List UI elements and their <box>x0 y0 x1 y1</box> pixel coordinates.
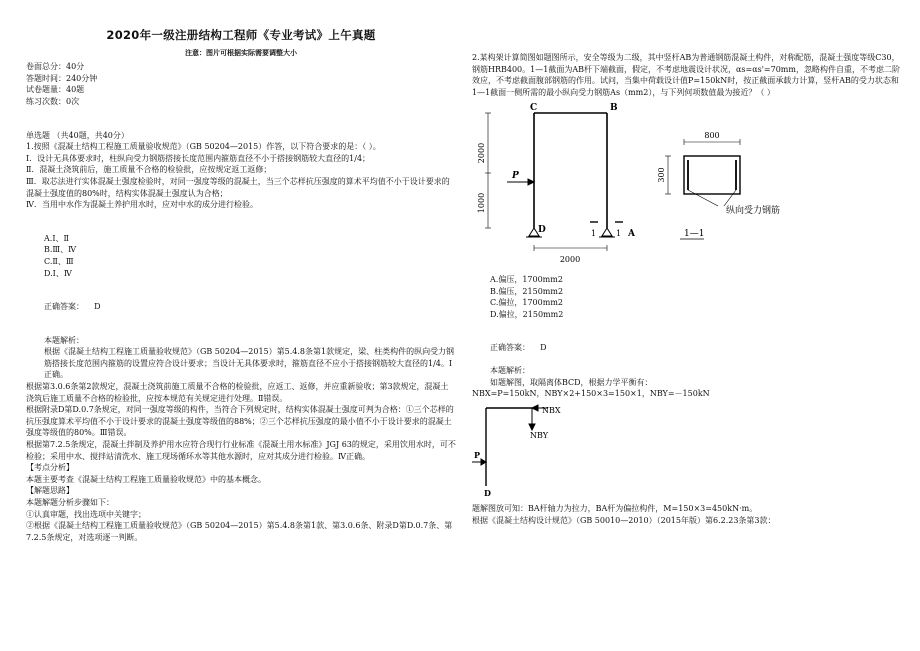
q2-option-a: A.偏压，1700mm2 <box>490 274 563 284</box>
dim-800: 800 <box>704 131 720 141</box>
q1-analysis-2: 根据第3.0.6条第2款规定，混凝土浇筑前施工质量不合格的检验批，应返工、返修，并应重新验收；第3款规定，混凝土浇筑后施工质量不合格的检验批，应按本规范有关规定进行处理。Ⅱ错误。 <box>26 382 449 403</box>
label-nby: NBY <box>530 430 549 440</box>
q1-answer-value: D <box>94 302 101 312</box>
q1-item-1: Ⅰ．设计无具体要求时，柱纵向受力钢筋搭接长度范围内箍筋直径不小于搭接钢筋较大直径的1/4； <box>26 153 371 163</box>
q2-analysis-1: 如题解图，取隔离体BCD，根据力学平衡有： <box>490 377 653 387</box>
q2-analysis-2: 题解图放可知：BA杆轴力为拉力，BA杆为偏拉构件，M=150×3=450kN·m。 <box>472 504 758 514</box>
dim-2000-horizontal: 2000 <box>559 255 581 265</box>
label-b: B <box>610 103 618 114</box>
q2-frame-figure <box>472 98 902 270</box>
label-nbx: NBX <box>542 405 561 415</box>
q2-answer <box>490 342 902 354</box>
label-p: P <box>512 171 519 182</box>
q1-analysis-label: 本题解析： <box>44 335 84 345</box>
q2-stem: 2.某构架计算简图如题图所示，安全等级为二级，其中竖杆AB为普通钢筋混凝土构件，对称配筋，混凝土强度等级C30，钢筋HRB400。1—1截面为AB杆下端截面，假定，不考虑地震设计状况，αs=αs'=70mm，忽略构件自重，不考虑二阶效应，不考虑截面腹部钢筋的作用。试问，当集中荷载设计值P=150kN时，按正截面承载力计算，竖杆AB的受力状态和1—1截面一侧所需的最小纵向受力钢筋As（mm2），与下列何项数值最为接近？（ ） <box>472 53 900 97</box>
label-d: D <box>538 225 546 236</box>
label-sec-left: 1 <box>591 229 597 239</box>
q2-analysis-label: 本题解析： <box>490 365 530 375</box>
section-heading: 单选题 （共40题，共40分） <box>26 130 129 140</box>
q1-answer-label: 正确答案： <box>44 302 84 312</box>
frame-members <box>534 113 607 228</box>
q2-equation: NBX=P=150kN，NBY×2+150×3=150×1，NBY=－150kN <box>472 389 710 399</box>
support-a <box>599 228 615 237</box>
q2-analysis-3: 根据《混凝土结构设计规范》（GB 50010—2010）（2015年版）第6.2.23条第3款： <box>472 515 776 525</box>
image-note: 注意：图片可根据实际需要调整大小 <box>185 47 297 57</box>
q2-answer-label: 正确答案： <box>490 343 530 353</box>
meta-time: 答题时间：240分钟 <box>26 73 98 83</box>
label-d2: D <box>484 487 491 498</box>
q2-option-b: B.偏压，2150mm2 <box>490 286 564 296</box>
dim-300: 300 <box>657 167 666 184</box>
dimension-lines <box>485 113 607 251</box>
rebar-label: 纵向受力钢筋 <box>726 206 781 217</box>
q2-option-d: D.偏拉，2150mm2 <box>490 309 564 319</box>
label-c: C <box>530 103 538 114</box>
left-column <box>26 30 456 543</box>
q1-analysis-3: 根据附录D第D.0.7条规定，对同一强度等级的构件，当符合下列规定时，结构实体混凝土强度可判为合格：①三个芯样的抗压强度算术平均值不小于设计要求的混凝土强度等级值的88%；②三个芯样抗压强度的最小值不小于设计要求的混凝土强度等级值的80%。Ⅲ错误。 <box>26 405 454 438</box>
section-drawing <box>665 139 740 206</box>
meta-total-score: 卷面总分：40分 <box>26 62 85 72</box>
exam-title: 2020年一级注册结构工程师《专业考试》上午真题 <box>106 28 376 42</box>
q1-steps-intro: 本题解题分析步骤如下： <box>26 498 114 507</box>
right-column <box>472 52 902 527</box>
meta-count: 试卷题量：40题 <box>26 85 85 95</box>
q1-keypoint: 本题主要考查《混凝土结构工程施工质量验收规范》中的基本概念。 <box>26 474 266 484</box>
q1-option-d: D.Ⅰ、Ⅳ <box>44 268 72 278</box>
q1-analysis-4: 根据第7.2.5条规定，混凝土拌制及养护用水应符合现行行业标准《混凝土用水标准》JGJ 63的规定，采用饮用水时，可不检验；采用中水、搅拌站清洗水、施工现场循环水等其他水源时，应对其成分进行检验。Ⅳ正确。 <box>26 440 456 461</box>
q1-keypoint-label: 【考点分析】 <box>26 463 74 473</box>
q1-step-2: ②根据《混凝土结构工程施工质量验收规范》（GB 50204—2015）第5.4.8条第1款、第3.0.6条、附录D第D.0.7条、第7.2.5条规定，对选项逐一判断。 <box>26 521 453 542</box>
free-body-frame <box>486 408 532 486</box>
q1-analysis-1: 根据《混凝土结构工程施工质量验收规范》（GB 50204—2015）第5.4.8条第1款规定，梁、柱类构件的纵向受力钢筋搭接长度范围内箍筋的设置应符合设计要求；当设计无具体要求时，箍筋直径不应小于搭接钢筋较大直径的1/4。Ⅰ正确。 <box>44 347 455 380</box>
label-p2: P <box>474 449 481 460</box>
dim-2000-vertical: 2000 <box>477 143 486 164</box>
q1-step-1: ①认真审题，找出选项中关键字； <box>26 509 146 519</box>
q1-option-b: B.Ⅲ、Ⅳ <box>44 245 77 255</box>
q1-answer <box>44 301 456 313</box>
label-a: A <box>628 229 635 240</box>
q1-stem: 1.按照《混凝土结构工程施工质量验收规范》（GB 50204—2015）作答，以下符合要求的是：（ ）。 <box>26 142 381 152</box>
label-sec-right: 1 <box>616 229 622 239</box>
q1-option-a: A.Ⅰ、Ⅱ <box>44 233 69 243</box>
section-title: 1—1 <box>684 229 705 240</box>
q1-idea-label: 【解题思路】 <box>26 486 74 496</box>
dim-1000: 1000 <box>477 193 486 214</box>
q2-option-c: C.偏拉，1700mm2 <box>490 298 563 308</box>
meta-practice: 练习次数：0次 <box>26 96 80 106</box>
q2-solution-figure <box>472 400 672 500</box>
q1-item-3: Ⅲ．取芯法进行实体混凝土强度检验时，对同一强度等级的混凝土，当三个芯样抗压强度的算术平均值不小于设计要求的混凝土强度值的80%时，结构实体混凝土强度认为合格； <box>26 176 450 198</box>
q1-option-c: C.Ⅱ、Ⅲ <box>44 256 74 266</box>
q1-item-2: Ⅱ．混凝土浇筑前后，施工质量不合格的检验批，应按规定返工返修； <box>26 165 272 175</box>
q2-answer-value: D <box>540 343 547 353</box>
q1-item-4: Ⅳ．当用中水作为混凝土养护用水时，应对中水的成分进行检验。 <box>26 200 258 210</box>
